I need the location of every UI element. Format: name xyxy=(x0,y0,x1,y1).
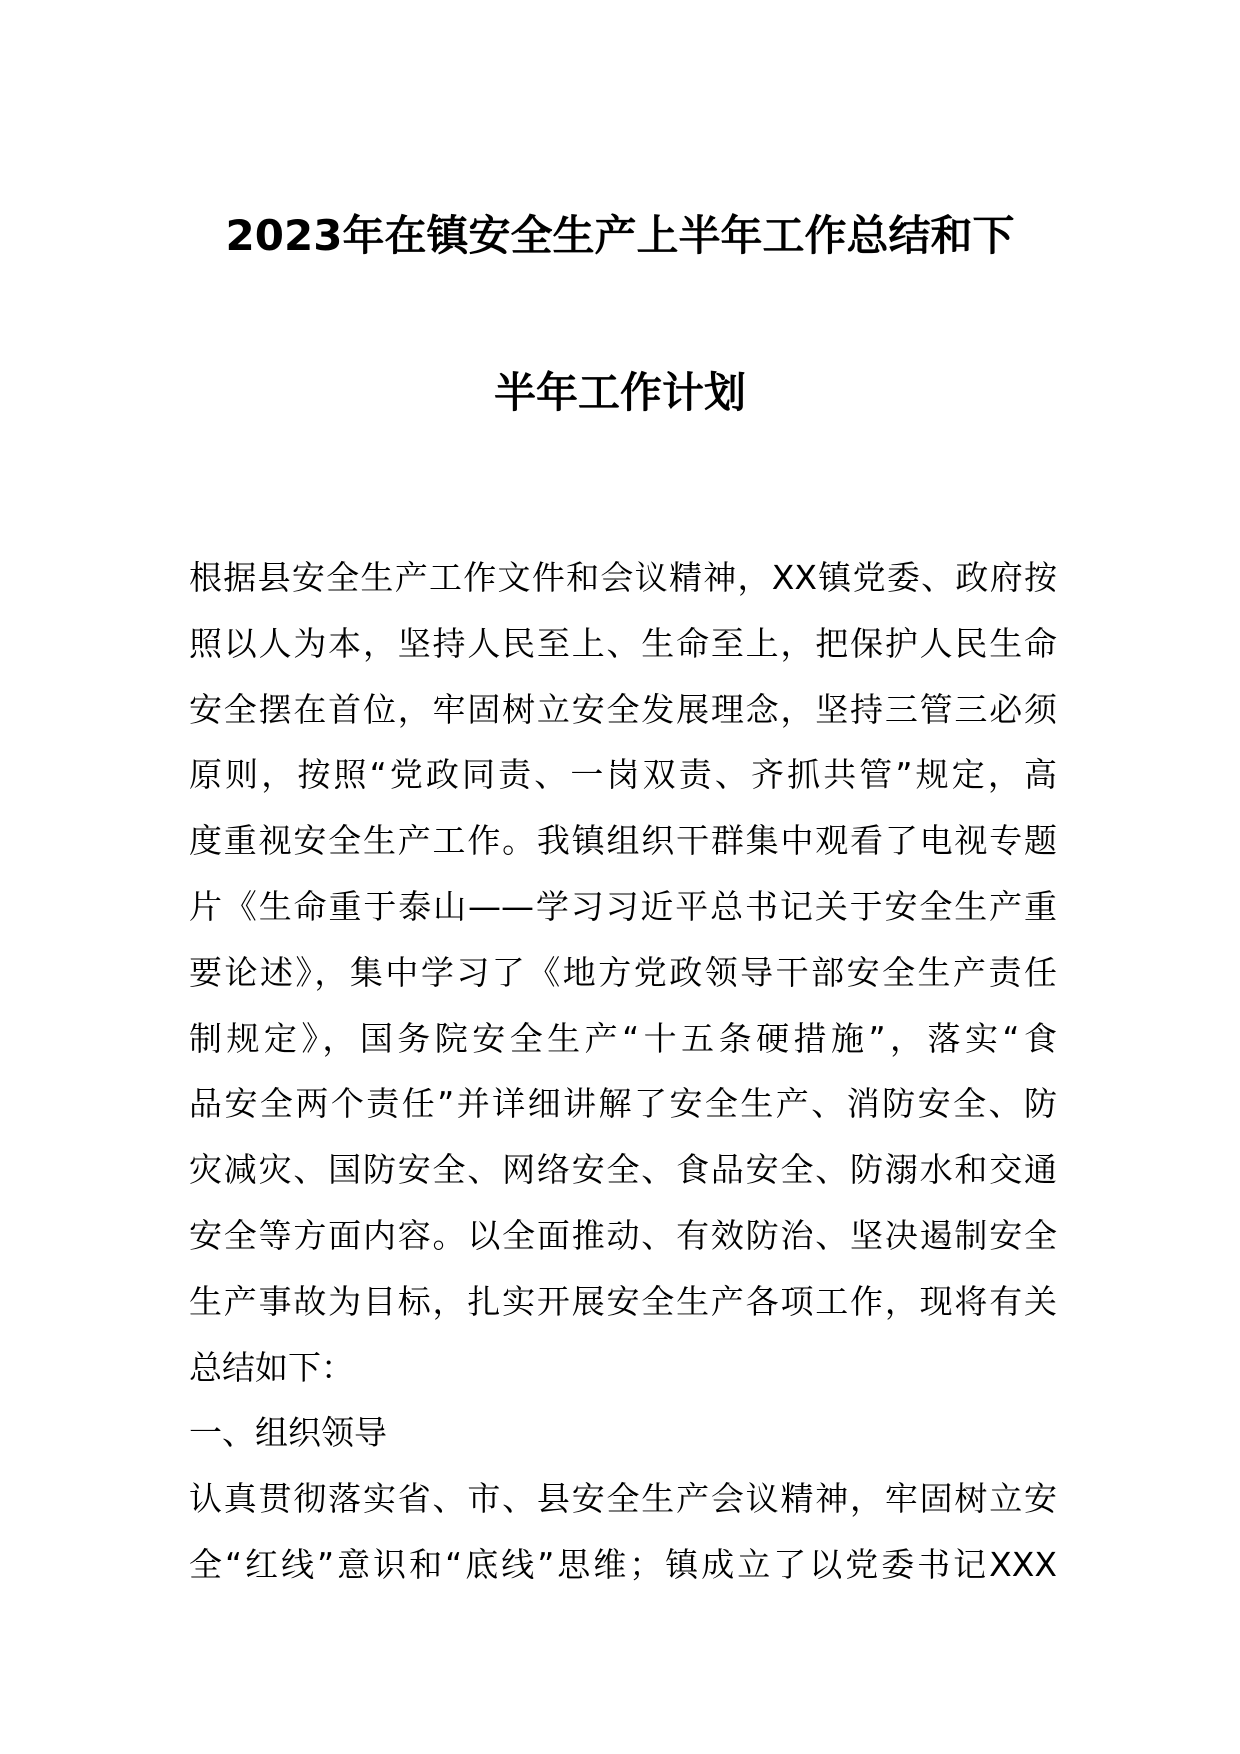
body-line: 照以人为本，坚持人民至上、生命至上，把保护人民生命 xyxy=(189,623,1057,663)
body-line: 品安全两个责任”并详细讲解了安全生产、消防安全、防 xyxy=(189,1084,1057,1124)
body-line: 片《生命重于泰山——学习习近平总书记关于安全生产重 xyxy=(189,886,1057,926)
document-title-line-2: 半年工作计划 xyxy=(493,368,746,417)
body-line: 原则，按照“党政同责、一岗双责、齐抓共管”规定，高 xyxy=(189,755,1057,795)
document-body xyxy=(189,545,1057,1598)
body-line: 制规定》，国务院安全生产“十五条硬措施”，落实“食 xyxy=(189,1018,1057,1058)
body-line: 安全摆在首位，牢固树立安全发展理念，坚持三管三必须 xyxy=(189,689,1057,729)
body-line: 总结如下： xyxy=(189,1347,354,1387)
body-line: 安全等方面内容。以全面推动、有效防治、坚决遏制安全 xyxy=(189,1215,1057,1255)
document-title-line-1: 2023年在镇安全生产上半年工作总结和下 xyxy=(225,211,1015,260)
body-line: 全“红线”意识和“底线”思维；镇成立了以党委书记XXX xyxy=(189,1544,1057,1584)
body-line: 灾减灾、国防安全、网络安全、食品安全、防溺水和交通 xyxy=(189,1150,1057,1190)
body-line: 认真贯彻落实省、市、县安全生产会议精神，牢固树立安 xyxy=(189,1479,1057,1519)
section-heading: 一、组织领导 xyxy=(189,1413,387,1453)
body-line: 根据县安全生产工作文件和会议精神，XX镇党委、政府按 xyxy=(189,558,1057,597)
body-line: 生产事故为目标，扎实开展安全生产各项工作，现将有关 xyxy=(189,1281,1057,1321)
body-line: 要论述》，集中学习了《地方党政领导干部安全生产责任 xyxy=(189,952,1057,992)
body-line: 度重视安全生产工作。我镇组织干群集中观看了电视专题 xyxy=(189,821,1057,861)
